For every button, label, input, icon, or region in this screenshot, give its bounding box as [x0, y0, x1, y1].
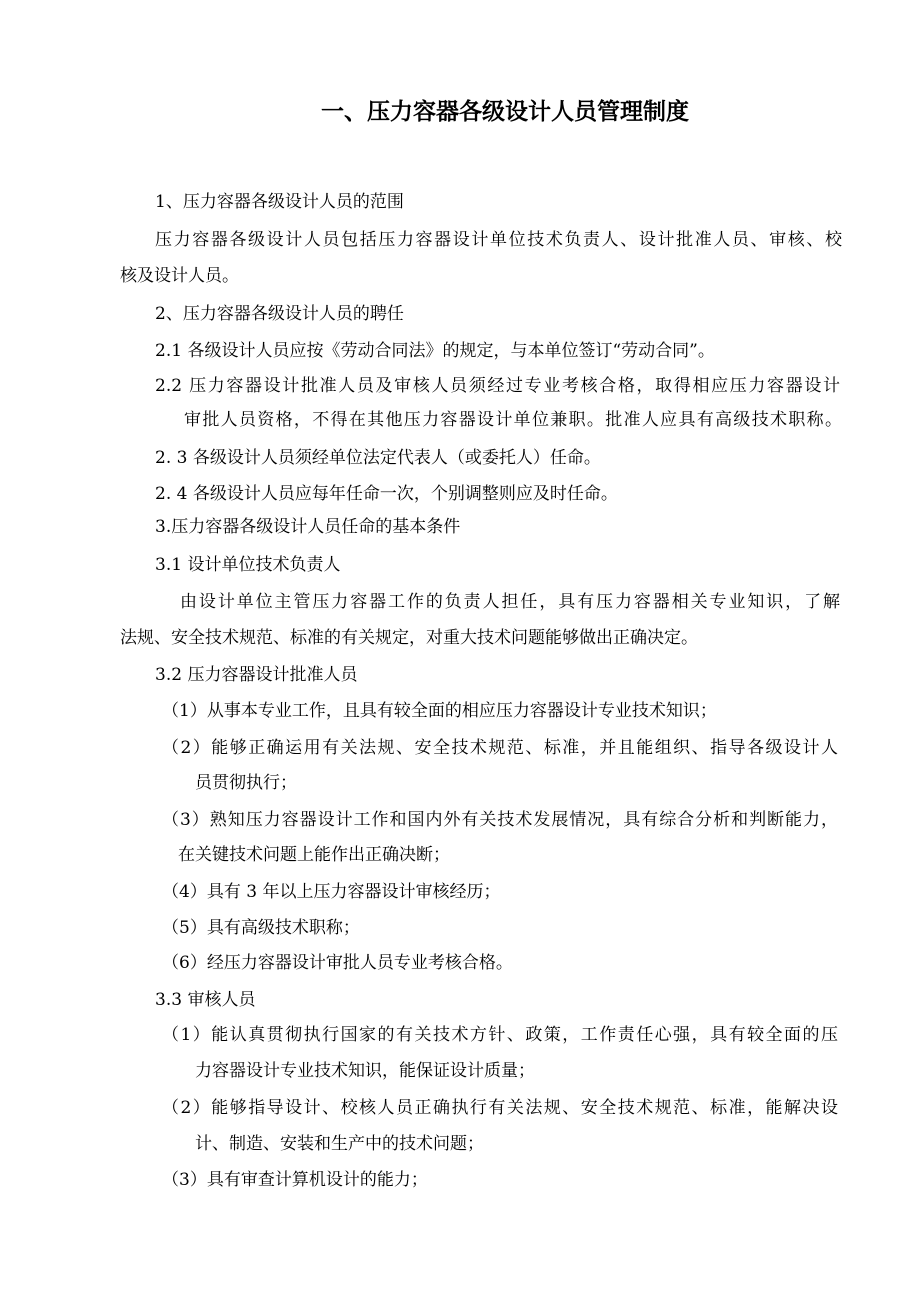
list-item-continued: 在关键技术问题上能作出正确决断；	[178, 845, 450, 865]
clause-2-4: 2. 4 各级设计人员应每年任命一次，个别调整则应及时任命。	[155, 484, 618, 504]
section-3-heading: 3.压力容器各级设计人员任命的基本条件	[155, 517, 461, 537]
clause-3-1-heading: 3.1 设计单位技术负责人	[155, 555, 341, 575]
clause-3-3-heading: 3.3 审核人员	[155, 990, 256, 1010]
list-item-continued: 力容器设计专业技术知识，能保证设计质量；	[195, 1061, 535, 1081]
list-item: （4）具有 3 年以上压力容器设计审核经历；	[162, 882, 501, 902]
list-item-continued: 计、制造、安装和生产中的技术问题；	[195, 1134, 484, 1154]
paragraph-line: 压力容器各级设计人员包括压力容器设计单位技术负责人、设计批准人员、审核、校	[155, 230, 842, 250]
list-item: （1）能认真贯彻执行国家的有关技术方针、政策，工作责任心强，具有较全面的压	[162, 1025, 838, 1045]
clause-2-3: 2. 3 各级设计人员须经单位法定代表人（或委托人）任命。	[155, 448, 601, 468]
clause-2-1: 2.1 各级设计人员应按《劳动合同法》的规定，与本单位签订“劳动合同”。	[155, 341, 715, 361]
clause-2-2: 2.2 压力容器设计批准人员及审核人员须经过专业考核合格，取得相应压力容器设计	[155, 376, 840, 396]
list-item: （3）熟知压力容器设计工作和国内外有关技术发展情况，具有综合分析和判断能力，	[162, 810, 838, 830]
list-item: （6）经压力容器设计审批人员专业考核合格。	[162, 953, 513, 973]
document-title: 一、压力容器各级设计人员管理制度	[321, 99, 689, 125]
list-item: （5）具有高级技术职称；	[162, 918, 360, 938]
clause-2-2-continued: 审批人员资格，不得在其他压力容器设计单位兼职。批准人应具有高级技术职称。	[184, 410, 842, 430]
clause-3-2-heading: 3.2 压力容器设计批准人员	[155, 665, 358, 685]
list-item: （1）从事本专业工作，且具有较全面的相应压力容器设计专业技术知识；	[162, 701, 717, 721]
list-item: （2）能够指导设计、校核人员正确执行有关法规、安全技术规范、标准，能解决设	[162, 1098, 838, 1118]
paragraph-line: 核及设计人员。	[120, 266, 239, 286]
paragraph-line: 法规、安全技术规范、标准的有关规定，对重大技术问题能够做出正确决定。	[120, 628, 698, 648]
list-item-continued: 员贯彻执行；	[195, 773, 297, 793]
section-1-heading: 1、压力容器各级设计人员的范围	[155, 192, 404, 212]
list-item: （2）能够正确运用有关法规、安全技术规范、标准，并且能组织、指导各级设计人	[162, 738, 838, 758]
list-item: （3）具有审查计算机设计的能力；	[162, 1170, 428, 1190]
section-2-heading: 2、压力容器各级设计人员的聘任	[155, 304, 404, 324]
paragraph-line: 由设计单位主管压力容器工作的负责人担任，具有压力容器相关专业知识，了解	[180, 592, 840, 612]
